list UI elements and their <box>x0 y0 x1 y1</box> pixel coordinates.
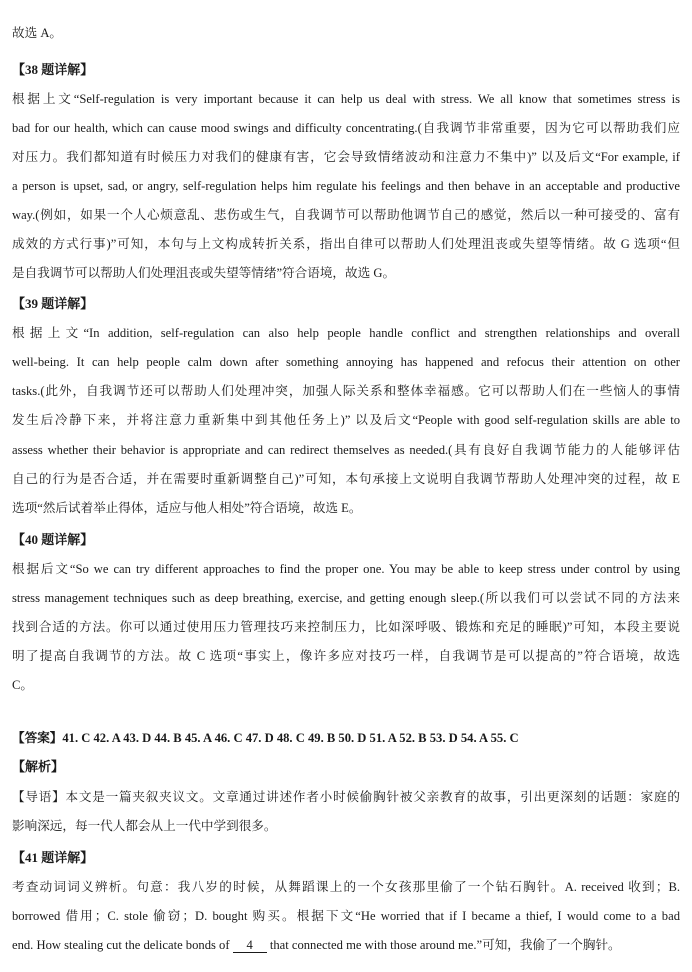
text-line: assess whether their behavior is appropriate and can redirect themselves as needed.(具有良好自我调节能力的人能够评估 <box>12 443 680 457</box>
text-line-with-blank <box>12 936 680 954</box>
text-line: stress management techniques such as deep breathing, exercise, and getting enough sleep.(所以我们可以尝试不同的方法来 <box>12 591 680 605</box>
answer-key: 【答案】41. C 42. A 43. D 44. B 45. A 46. C 47. D 48. C 49. B 50. D 51. A 52. B 53. D 54. A 55. C <box>12 731 519 745</box>
text-line: tasks.(此外，自我调节还可以帮助人们处理冲突，加强人际关系和整体幸福感。它可以帮助人们在一些恼人的事情 <box>12 384 680 398</box>
text-line: C。 <box>12 678 33 692</box>
text-fragment: end. How stealing cut the delicate bonds of <box>12 938 230 952</box>
text-line: 明了提高自我调节的方法。故 C 选项“事实上，像许多应对技巧一样，自我调节是可以提高的”符合语境，故选 <box>12 649 680 663</box>
section-heading-39: 【39 题详解】 <box>12 296 94 311</box>
text-line: 根据上文“Self-regulation is very important because it can help us deal with stress. We all know that sometimes stress is <box>12 92 680 106</box>
text-line: 成效的方式行事)”可知，本句与上文构成转折关系，指出自律可以帮助人们处理沮丧或失望等情绪。故 G 选项“但 <box>12 237 680 251</box>
text-line: 故选 A。 <box>12 26 63 40</box>
text-line: way.(例如，如果一个人心烦意乱、悲伤或生气，自我调节可以帮助他调节自己的感觉，然后以一种可接受的、富有 <box>12 208 680 222</box>
section-heading-41: 【41 题详解】 <box>12 850 94 865</box>
text-line: 【导语】本文是一篇夹叙夹议文。文章通过讲述作者小时候偷胸针被父亲教育的故事，引出更深刻的话题：家庭的 <box>12 790 680 804</box>
text-line: 找到合适的方法。你可以通过使用压力管理技巧来控制压力，比如深呼吸、锻炼和充足的睡眠)”可知，本段主要说 <box>12 620 680 634</box>
text-line: 考查动词词义辨析。句意：我八岁的时候，从舞蹈课上的一个女孩那里偷了一个钻石胸针。A. received 收到；B. <box>12 880 680 894</box>
text-line: 根据后文“So we can try different approaches to find the proper one. You may be able to keep stress under control by using <box>12 562 680 576</box>
blank-4: 4 <box>233 939 267 953</box>
text-line: 影响深远，每一代人都会从上一代中学到很多。 <box>12 819 277 833</box>
text-line: borrowed 借用；C. stole 偷窃；D. bought 购买。根据下文“He worried that if I became a thief, I would come to a bad <box>12 909 680 923</box>
analysis-heading: 【解析】 <box>12 759 65 774</box>
text-line: a person is upset, sad, or angry, self-regulation helps him regulate his feelings and then behave in an acceptable and productive <box>12 179 680 193</box>
text-fragment: that connected me with those around me.”可知，我偷了一个胸针。 <box>269 938 621 952</box>
text-line: 是自我调节可以帮助人们处理沮丧或失望等情绪”符合语境，故选 G。 <box>12 266 396 280</box>
section-heading-38: 【38 题详解】 <box>12 62 94 77</box>
text-line: 自己的行为是否合适，并在需要时重新调整自己)”可知，本句承接上文说明自我调节帮助人处理冲突的过程，故 E <box>12 472 680 486</box>
text-line: bad for our health, which can cause mood swings and difficulty concentrating.(自我调节非常重要，因为它可以帮助我们应 <box>12 121 680 135</box>
text-line: 根据上文“In addition, self-regulation can also help people handle conflict and strengthen relationships and overall <box>12 326 680 340</box>
text-line: 选项“然后试着举止得体，适应与他人相处”符合语境，故选 E。 <box>12 501 362 515</box>
text-line: well-being. It can help people calm down after something annoying has happened and refocus their attention on other <box>12 355 680 369</box>
text-line: 发生后冷静下来，并将注意力重新集中到其他任务上)” 以及后文“People with good self-regulation skills are able to <box>12 413 680 427</box>
text-line: 对压力。我们都知道有时候压力对我们的健康有害，它会导致情绪波动和注意力不集中)” 以及后文“For example, if <box>12 150 680 164</box>
section-heading-40: 【40 题详解】 <box>12 532 94 547</box>
